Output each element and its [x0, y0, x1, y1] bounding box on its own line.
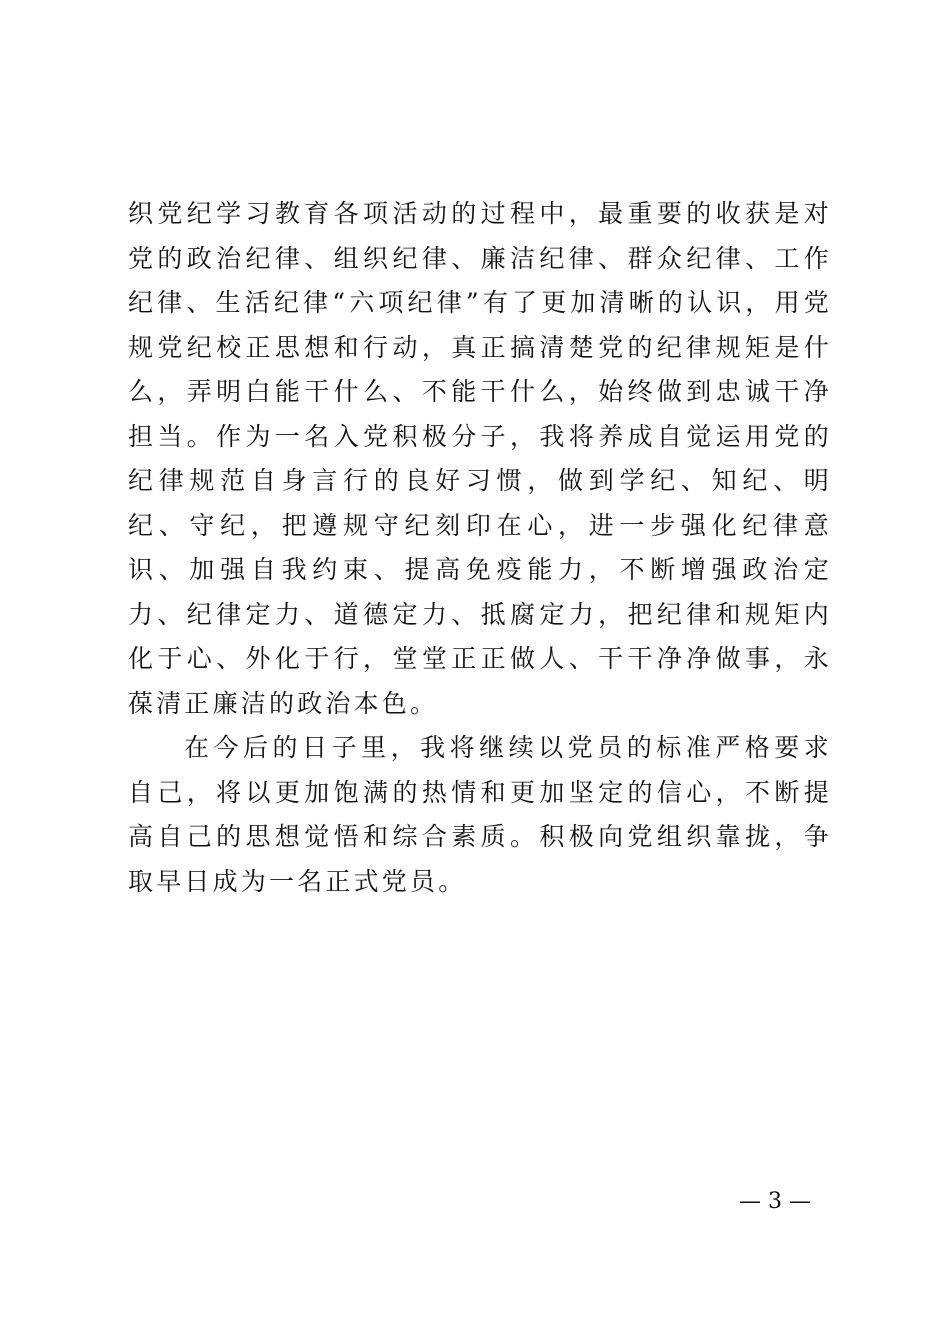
paragraph-continued: 织党纪学习教育各项活动的过程中，最重要的收获是对党的政治纪律、组织纪律、廉洁纪律、群众纪律、工作纪律、生活纪律“六项纪律”有了更加清晰的认识，用党规党纪校正思想和行动，真正搞清楚党的纪律规矩是什么，弄明白能干什么、不能干什么，始终做到忠诚干净担当。作为一名入党积极分子，我将养成自觉运用党的纪律规范自身言行的良好习惯，做到学纪、知纪、明纪、守纪，把遵规守纪刻印在心，进一步强化纪律意识、加强自我约束、提高免疫能力，不断增强政治定力、纪律定力、道德定力、抵腐定力，把纪律和规矩内化于心、外化于行，堂堂正正做人、干干净净做事，永葆清正廉洁的政治本色。 — [128, 199, 832, 718]
page-number: — 3 — — [739, 1189, 811, 1214]
paragraph-closing: 在今后的日子里，我将继续以党员的标准严格要求自己，将以更加饱满的热情和更加坚定的信心，不断提高自己的思想觉悟和综合素质。积极向党组织靠拢，争取早日成为一名正式党员。 — [128, 733, 832, 896]
document-body — [128, 192, 832, 904]
